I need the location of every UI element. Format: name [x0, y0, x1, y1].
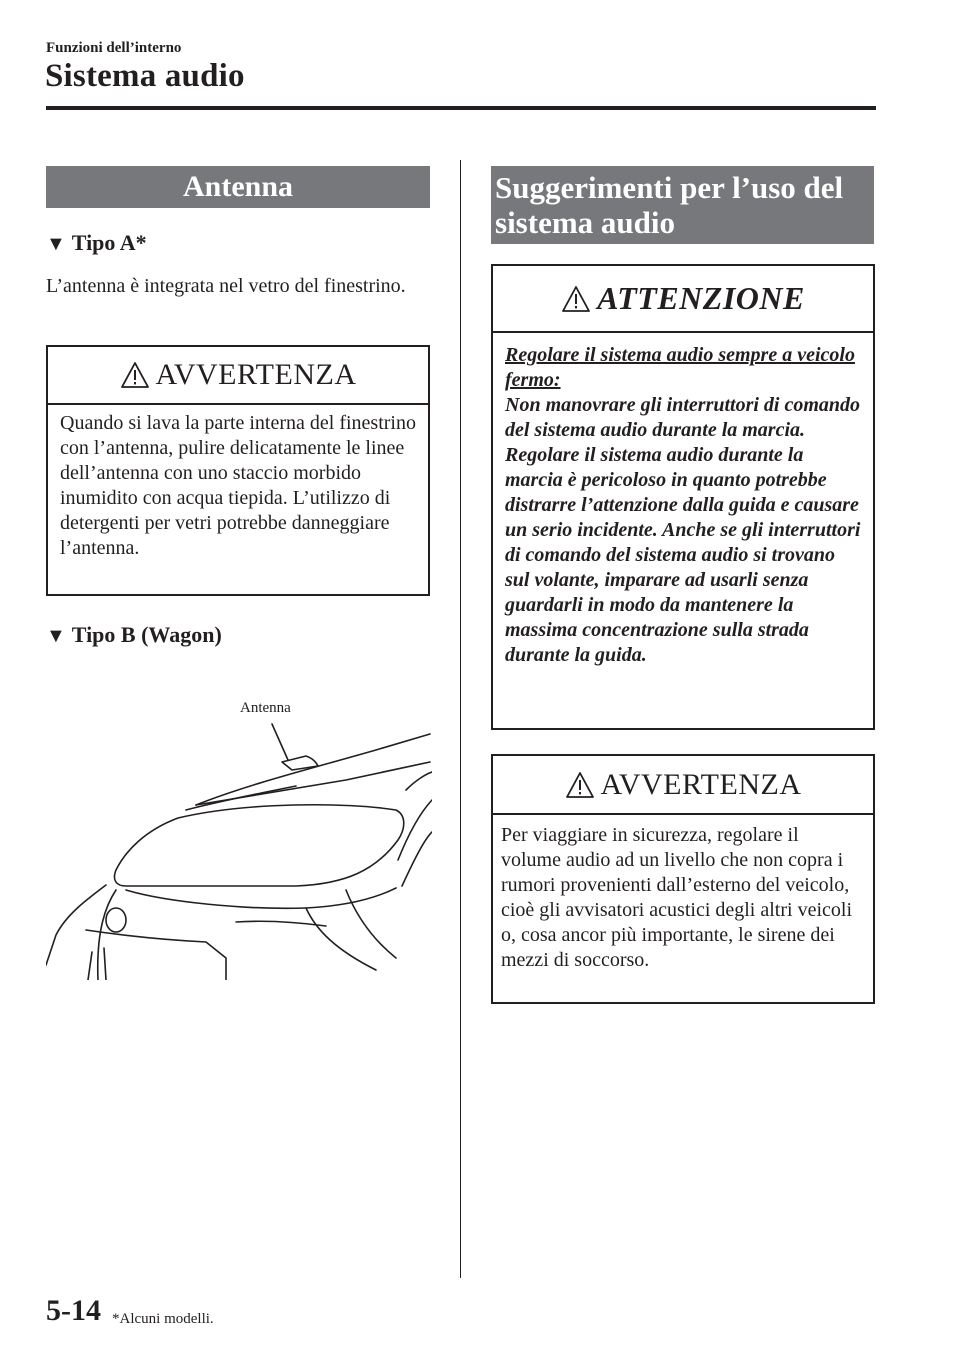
warning-text: Quando si lava la parte interna del finestrino con l’antenna, pulire delicatamente le linee dell’antenna con uno staccio morbido inumidito con acqua tiepida. L’utilizzo di detergenti per vetri potrebbe danneggiare l’antenna.	[60, 412, 416, 559]
tips-section-band: Suggerimenti per l’uso del sistema audio	[491, 166, 874, 244]
warning-triangle-icon	[565, 771, 595, 799]
warning-text: Per viaggiare in sicurezza, regolare il volume audio ad un livello che non copra i rumori provenienti dall’esterno del veicolo, cioè gli avvisatori acustici degli altri veicoli o, cosa ancor più importante, le sirene dei mezzi di soccorso.	[501, 824, 852, 971]
title-rule	[46, 106, 876, 110]
triangle-bullet-icon: ▼	[46, 233, 66, 255]
caution-text: Non manovrare gli interruttori di comando del sistema audio durante la marcia. Regolare il sistema audio durante la marcia è pericoloso in quanto potrebbe distrarre l’attenzione dalla guida e causare un serio incidente. Anche se gli interruttori di comando del sistema audio si trovano sul volante, imparare ad usarli senza guardarli in modo da mantenere la massima concentrazione sulla strada durante la guida.	[505, 394, 861, 666]
warning-header	[48, 347, 428, 403]
page-number: 5-14	[46, 1294, 101, 1327]
antenna-warning-box	[46, 345, 430, 596]
warning-label: AVVERTENZA	[155, 358, 357, 391]
volume-warning-box	[491, 754, 875, 1004]
antenna-section-band: Antenna	[46, 166, 430, 208]
caution-body	[493, 333, 873, 668]
type-a-text: L’antenna è integrata nel vetro del finestrino.	[46, 275, 406, 297]
caution-label: ATTENZIONE	[597, 280, 805, 316]
rear-car-illustration	[46, 690, 432, 980]
warning-triangle-icon	[120, 361, 150, 389]
type-a-heading	[46, 230, 147, 256]
type-b-heading	[46, 622, 222, 648]
warning-header	[493, 756, 873, 813]
caution-lead: Regolare il sistema audio sempre a veicolo fermo:	[505, 344, 855, 391]
warning-label: AVVERTENZA	[600, 767, 802, 801]
column-divider	[460, 160, 461, 1278]
antenna-figure-label: Antenna	[240, 700, 291, 716]
page-title: Sistema audio	[45, 58, 245, 94]
type-b-heading-text: Tipo B (Wagon)	[71, 622, 222, 647]
caution-header	[493, 266, 873, 331]
triangle-bullet-icon: ▼	[46, 625, 66, 647]
caution-box	[491, 264, 875, 730]
type-a-heading-text: Tipo A*	[71, 230, 147, 255]
footnote: *Alcuni modelli.	[112, 1311, 214, 1327]
warning-triangle-icon	[561, 285, 591, 313]
section-label: Funzioni dell’interno	[46, 40, 182, 56]
